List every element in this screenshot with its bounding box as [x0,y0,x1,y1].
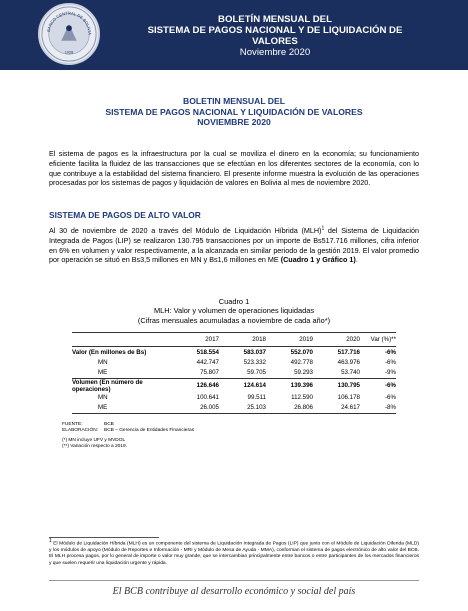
cell: 25.103 [247,404,266,412]
cell: 59.705 [247,368,266,376]
header-2017: 2017 [172,333,219,347]
table-row [72,357,396,367]
cell: 24.617 [341,404,360,412]
cell: 517.716 [313,347,360,358]
banner-line-1: BOLETÍN MENSUAL DEL [218,14,332,25]
footnote-ref: 1 [321,225,325,232]
header-2020: 2020 [313,333,360,347]
cell: 126.646 [172,378,219,393]
cuadro-subtitle: MLH: Valor y volumen de operaciones liquidadas [153,306,315,316]
row-label: MN [98,394,108,402]
cell: -6% [360,347,396,358]
table-row [72,367,396,378]
cell: 492.778 [290,358,313,366]
banner-line-3: VALORES [252,36,298,47]
footnote-divider [49,537,159,538]
footer-motto: El BCB contribuye al desarrollo económico y social del país [49,580,419,609]
section-heading: SISTEMA DE PAGOS DE ALTO VALOR [49,210,201,220]
cell: 106.178 [337,394,360,402]
elaboration-line [62,428,194,434]
section-text-a: Al 30 de noviembre de 2020 a través del Módulo de Liquidación Híbrida (MLH) [49,226,322,235]
header-banner [0,0,468,70]
title-line-1: BOLETIN MENSUAL DEL [182,96,285,106]
cuadro-label: Cuadro 1 [218,297,250,306]
note-1: (*) MN incluye UFV y MVDOL [62,438,126,443]
section-paragraph [49,226,419,265]
banner-title [125,14,425,58]
cell: 124.614 [219,378,266,393]
cell: 518.554 [172,347,219,358]
elab-label: ELABORACIÓN: [62,428,98,433]
note-2: (**) Variación respecto a 2019. [62,444,127,449]
cuadro-note: (Cifras mensuales acumuladas a noviembre de cada año*) [137,315,331,325]
source-value: BCB [104,422,114,427]
row-label: Volumen (En número de operaciones) [72,378,172,393]
row-label: ME [98,404,108,412]
title-line-2: SISTEMA DE PAGOS NACIONAL Y LIQUIDACIÓN DE VALORES [105,106,363,117]
cell: 100.641 [196,394,219,402]
header-2019: 2019 [266,333,313,347]
cell: 583.037 [219,347,266,358]
footnote-text: El Módulo de Liquidación Híbrida (MLH) es un componente del sistema de Liquidación Integrada de Pagos (LIP) que junto con el Módulo de Liquidación Diferida (MLD) y los módulos de apoyo (Módulo de Reportes e Información - MRI y Módulo de Mesa de Ayuda - MMA), conforman el sistema de pagos electrónico de alto valor del BCB. El MLH procesa pagos, por lo general de importe o valor muy grande, que se intercambian principalmente entre bancos o entre participantes de los mercados financieros y que suelen requerir una liquidación urgente y rápida. [49,541,419,566]
row-label: ME [98,368,108,376]
bcb-seal-logo [38,3,100,65]
table-row [72,378,396,393]
row-label: Valor (En millones de Bs) [72,347,172,358]
cell: -8% [384,404,396,412]
table-caption [49,297,419,325]
cell: -9% [384,368,396,376]
cell: 59.293 [294,368,313,376]
title-line-3: NOVIEMBRE 2020 [197,117,271,127]
source-label: FUENTE: [62,422,83,427]
cell: 99.511 [247,394,266,402]
seal-year: 1928 [64,50,74,55]
banner-period: Noviembre 2020 [239,47,311,58]
banner-line-2: SISTEMA DE PAGOS NACIONAL Y DE LIQUIDACIÓN DE [147,25,403,36]
header-blank [72,333,172,347]
section-text-ref: (Cuadro 1 y Gráfico 1) [280,255,356,265]
cell: 112.590 [291,394,313,402]
cell: 75.807 [200,368,219,376]
cell: -6% [384,394,396,402]
document-title [40,96,428,128]
cell: 53.740 [341,368,360,376]
mlh-table [72,332,396,414]
cell: -6% [360,378,396,393]
elab-value: BCB – Gerencia de Entidades Financieras [104,428,195,433]
table-header-row [72,333,396,347]
table-row [72,403,396,414]
footnote [49,538,419,567]
cell: 442.747 [196,358,219,366]
row-label: MN [98,358,108,366]
cell: 130.795 [313,378,360,393]
footnote-number: 1 [49,538,52,544]
cell: 463.976 [337,358,360,366]
header-2018: 2018 [219,333,266,347]
cell: 552.070 [266,347,313,358]
table-row [72,393,396,403]
cell: 26.806 [294,404,313,412]
table-row [72,347,396,358]
table-notes [62,422,194,450]
seal-ring-text: BANCO CENTRAL DE BOLIVIA [45,10,93,36]
cell: 523.332 [243,358,266,366]
section-text-c: . [355,255,358,265]
header-var: Var (%)** [360,333,396,347]
cell: 139.396 [266,378,313,393]
cell: 26.005 [200,404,219,412]
intro-paragraph: El sistema de pagos es la infraestructura por la cual se moviliza el dinero en la economía; su funcionamiento eficiente facilita la fluidez de las transacciones que se efectúan en los diferentes sectores de la economía, con lo que contribuye a la estabilidad del sistema financiero. El presente informe muestra la evolución de las operaciones procesadas por los sistemas de pagos y liquidación de valores en Bolivia al mes de noviembre 2020. [49,149,419,188]
section-text-b: del Sistema de Liquidación Integrada de Pagos (LIP) se realizaron 130.795 transacciones por un importe de Bs517.716 millones, cifra inferior en 6% en volumen y valor respectivamente, a la alcanzada en similar periodo de la gestión 2019. El valor promedio por operación se situó en Bs3,5 millones en MN y Bs1,6 millones en ME [49,226,419,265]
cell: -6% [384,358,396,366]
